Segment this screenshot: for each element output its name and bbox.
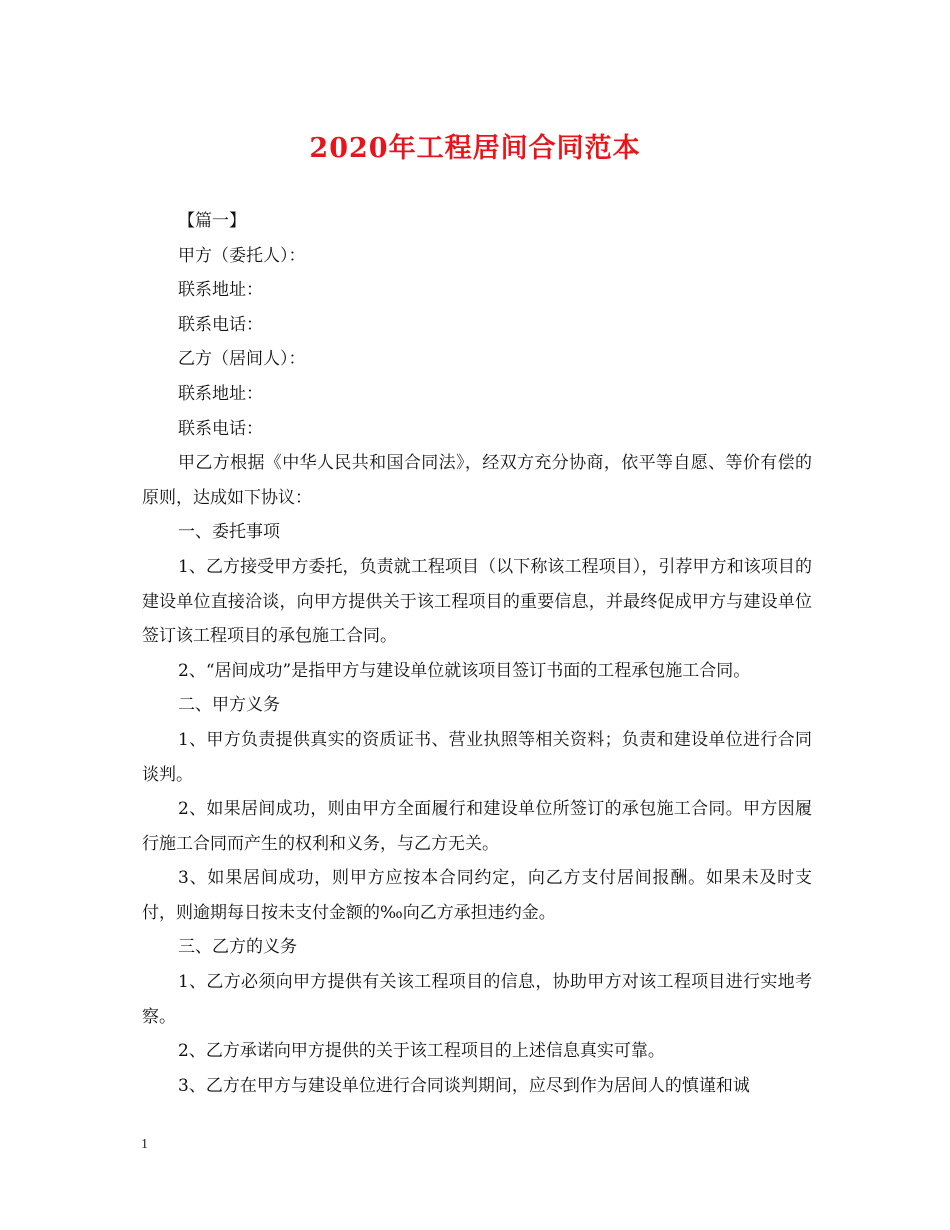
party-b-phone: 联系电话： bbox=[178, 418, 263, 439]
clause-paragraph: 1、乙方必须向甲方提供有关该工程项目的信息，协助甲方对该工程项目进行实地考察。 bbox=[142, 972, 812, 1027]
clause-paragraph: 1、乙方接受甲方委托，负责就工程项目（以下称该工程项目），引荐甲方和该项目的建设单位直接洽谈，向甲方提供关于该工程项目的重要信息，并最终促成甲方与建设单位签订该工程项目的承包施工合同。 bbox=[142, 556, 812, 647]
party-a-address: 联系地址： bbox=[178, 280, 263, 301]
clause-paragraph: 2、乙方承诺向甲方提供的关于该工程项目的上述信息真实可靠。 bbox=[178, 1041, 665, 1062]
party-a-label: 甲方（委托人）： bbox=[178, 245, 306, 266]
page-number: 1 bbox=[141, 1137, 148, 1152]
section-heading-part-one: 【篇一】 bbox=[178, 211, 246, 231]
party-a-phone: 联系电话： bbox=[178, 314, 263, 335]
clause-heading-party-a-duties: 二、甲方义务 bbox=[178, 695, 280, 716]
document-body bbox=[142, 204, 812, 1103]
clause-paragraph: 1、甲方负责提供真实的资质证书、营业执照等相关资料；负责和建设单位进行合同谈判。 bbox=[142, 729, 812, 785]
clause-heading-commission: 一、委托事项 bbox=[178, 522, 280, 543]
clause-heading-party-b-duties: 三、乙方的义务 bbox=[178, 937, 297, 958]
clause-paragraph: 2、如果居间成功，则由甲方全面履行和建设单位所签订的承包施工合同。甲方因履行施工合同而产生的权利和义务，与乙方无关。 bbox=[142, 799, 812, 854]
document-title: 2020年工程居间合同范本 bbox=[309, 133, 641, 164]
party-b-label: 乙方（居间人）： bbox=[178, 349, 306, 370]
clause-paragraph: 3、如果居间成功，则甲方应按本合同约定，向乙方支付居间报酬。如果未及时支付，则逾期每日按未支付金额的‰向乙方承担违约金。 bbox=[142, 868, 812, 923]
clause-paragraph: 2、“居间成功”是指甲方与建设单位就该项目签订书面的工程承包施工合同。 bbox=[178, 660, 751, 681]
clause-paragraph: 3、乙方在甲方与建设单位进行合同谈判期间，应尽到作为居间人的慎谨和诚 bbox=[178, 1075, 750, 1096]
party-b-address: 联系地址： bbox=[178, 383, 263, 404]
preamble-paragraph: 甲乙方根据《中华人民共和国合同法》，经双方充分协商，依平等自愿、等价有偿的原则，达成如下协议： bbox=[142, 453, 812, 508]
